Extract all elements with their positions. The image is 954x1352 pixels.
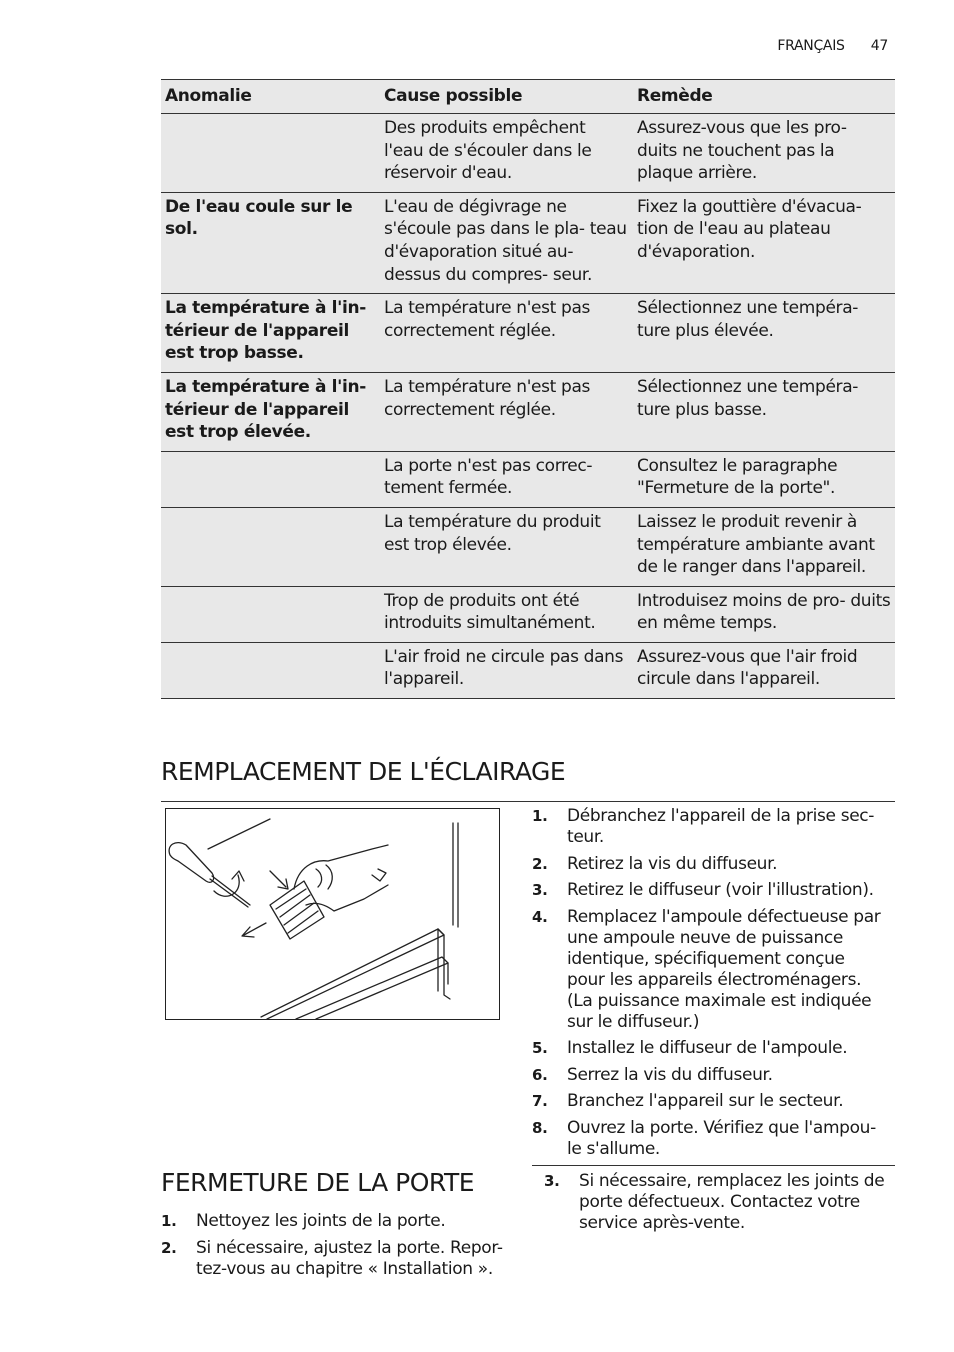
- step-text: Remplacez l'ampoule défectueuse par une ampoule neuve de puissance identique, spécifiquement conçue pour les appareils électroménagers. (La puissance maximale est indiquée sur le diffuseur.): [567, 906, 881, 1032]
- door-steps-list-right: [544, 1171, 889, 1240]
- table-row: [161, 372, 895, 451]
- list-item: [544, 1171, 889, 1234]
- column-header-cause: Cause possible: [380, 80, 633, 114]
- table-row: [161, 114, 895, 193]
- section-title-door: FERMETURE DE LA PORTE: [161, 1168, 475, 1197]
- cell-remedy: Assurez-vous que l'air froid circule dans l'appareil.: [633, 642, 895, 698]
- page-header: [777, 38, 888, 54]
- list-item: [532, 1038, 887, 1059]
- cell-anomaly: [161, 586, 380, 642]
- cell-anomaly: [161, 114, 380, 193]
- cell-remedy: Introduisez moins de pro- duits en même temps.: [633, 586, 895, 642]
- step-text: Retirez le diffuseur (voir l'illustration).: [567, 880, 874, 900]
- step-text: Si nécessaire, ajustez la porte. Repor- tez-vous au chapitre « Installation ».: [196, 1237, 503, 1279]
- step-text: Installez le diffuseur de l'ampoule.: [567, 1038, 848, 1058]
- cell-remedy: Sélectionnez une tempéra- ture plus élevée.: [633, 294, 895, 373]
- step-text: Retirez la vis du diffuseur.: [567, 853, 778, 874]
- cell-anomaly: [161, 507, 380, 586]
- step-number: 1.: [161, 1212, 177, 1230]
- table-row: [161, 586, 895, 642]
- list-item: [161, 1238, 511, 1280]
- cell-remedy: Laissez le produit revenir à température ambiante avant de le ranger dans l'appareil.: [633, 507, 895, 586]
- cell-cause: L'air froid ne circule pas dans l'appareil.: [380, 642, 633, 698]
- step-number: 6.: [532, 1065, 548, 1084]
- cell-remedy: Consultez le paragraphe "Fermeture de la porte".: [633, 451, 895, 507]
- step-text: Serrez la vis du diffuseur.: [567, 1064, 773, 1085]
- list-item: [532, 907, 887, 1033]
- list-item: [532, 806, 887, 848]
- step-number: 2.: [161, 1238, 177, 1257]
- table-row: [161, 642, 895, 698]
- cell-remedy: Assurez-vous que les pro- duits ne touchent pas la plaque arrière.: [633, 114, 895, 193]
- cell-anomaly: La température à l'in- térieur de l'appareil est trop élevée.: [161, 372, 380, 451]
- list-item: [532, 1118, 887, 1160]
- step-number: 1.: [532, 807, 548, 825]
- cell-cause: La porte n'est pas correc- tement fermée.: [380, 451, 633, 507]
- door-steps-list-left: [161, 1211, 511, 1285]
- step-text: Branchez l'appareil sur le secteur.: [567, 1091, 844, 1111]
- step-text: Ouvrez la porte. Vérifiez que l'ampou- le s'allume.: [567, 1117, 876, 1159]
- section-title-lighting: REMPLACEMENT DE L'ÉCLAIRAGE: [161, 757, 566, 786]
- column-header-anomaly: Anomalie: [161, 80, 380, 114]
- table-header-row: [161, 80, 895, 114]
- section-divider: [532, 1165, 895, 1166]
- step-text: Débranchez l'appareil de la prise sec- teur.: [567, 806, 875, 847]
- step-number: 2.: [532, 854, 548, 873]
- step-number: 3.: [532, 881, 548, 899]
- lamp-illustration-drawing: [166, 809, 499, 1019]
- cell-cause: La température du produit est trop élevée.: [380, 507, 633, 586]
- step-number: 7.: [532, 1092, 548, 1110]
- lamp-replacement-illustration: [165, 808, 500, 1020]
- section-divider: [161, 801, 895, 802]
- cell-anomaly: De l'eau coule sur le sol.: [161, 192, 380, 293]
- cell-anomaly: [161, 642, 380, 698]
- cell-cause: Trop de produits ont été introduits simultanément.: [380, 586, 633, 642]
- step-number: 5.: [532, 1039, 548, 1057]
- table-row: [161, 192, 895, 293]
- cell-anomaly: La température à l'in- térieur de l'appareil est trop basse.: [161, 294, 380, 373]
- table-row: [161, 507, 895, 586]
- list-item: [532, 854, 887, 875]
- step-text: Nettoyez les joints de la porte.: [196, 1211, 446, 1231]
- cell-cause: La température n'est pas correctement réglée.: [380, 372, 633, 451]
- cell-anomaly: [161, 451, 380, 507]
- troubleshooting-table: [161, 79, 895, 699]
- header-language: FRANÇAIS: [777, 38, 845, 54]
- column-header-remedy: Remède: [633, 80, 895, 114]
- cell-remedy: Fixez la gouttière d'évacua- tion de l'eau au plateau d'évaporation.: [633, 192, 895, 293]
- table-row: [161, 451, 895, 507]
- step-number: 8.: [532, 1118, 548, 1137]
- list-item: [532, 1065, 887, 1086]
- list-item: [532, 1091, 887, 1112]
- cell-cause: L'eau de dégivrage ne s'écoule pas dans le pla- teau d'évaporation situé au-dessus du compres- seur.: [380, 192, 633, 293]
- lighting-steps-list: [532, 806, 887, 1165]
- cell-cause: La température n'est pas correctement réglée.: [380, 294, 633, 373]
- step-number: 4.: [532, 907, 548, 926]
- list-item: [161, 1211, 511, 1232]
- cell-cause: Des produits empêchent l'eau de s'écouler dans le réservoir d'eau.: [380, 114, 633, 193]
- cell-remedy: Sélectionnez une tempéra- ture plus basse.: [633, 372, 895, 451]
- list-item: [532, 880, 887, 901]
- step-text: Si nécessaire, remplacez les joints de porte défectueux. Contactez votre service après-vente.: [579, 1171, 885, 1233]
- table-row: [161, 294, 895, 373]
- page-number: 47: [870, 38, 888, 54]
- step-number: 3.: [544, 1172, 560, 1190]
